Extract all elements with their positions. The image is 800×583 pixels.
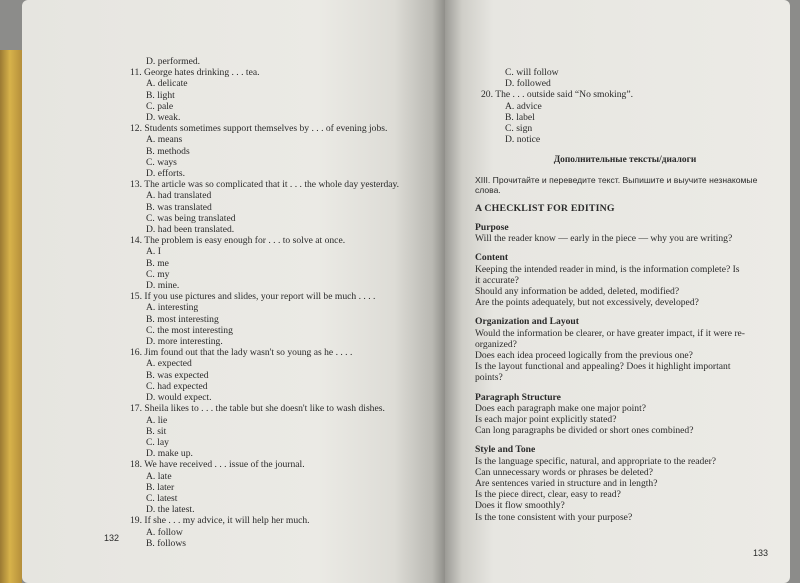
left-page — [22, 0, 445, 583]
checklist-line: Does it flow smoothly? — [475, 500, 565, 512]
checklist-line: organized? — [475, 338, 517, 350]
answer-option: A. means — [146, 134, 183, 146]
checklist-line: Will the reader know — early in the piece — why you are writing? — [475, 233, 733, 245]
answer-option: C. my — [146, 268, 170, 280]
answer-option: A. I — [146, 246, 161, 258]
question-line: 15. If you use pictures and slides, your report will be much . . . . — [130, 291, 376, 303]
answer-option: D. more interesting. — [146, 336, 223, 348]
checklist-line: Can long paragraphs be divided or short ones combined? — [475, 425, 694, 437]
checklist-title: A CHECKLIST FOR EDITING — [475, 202, 615, 214]
answer-option: A. lie — [146, 414, 168, 426]
checklist-line: it accurate? — [475, 274, 519, 286]
answer-option: D. mine. — [146, 280, 180, 292]
book-edge — [0, 50, 22, 583]
question-line: 19. If she . . . my advice, it will help her much. — [130, 515, 310, 527]
answer-option: C. pale — [146, 100, 174, 112]
checklist-section-title: Organization and Layout — [475, 316, 579, 328]
answer-option: A. expected — [146, 358, 192, 370]
checklist-line: Is each major point explicitly stated? — [475, 414, 617, 426]
question-line: 16. Jim found out that the lady wasn't so young as he . . . . — [130, 347, 353, 359]
checklist-line: Does each paragraph make one major point? — [475, 402, 647, 414]
question-20-block — [475, 67, 775, 145]
checklist-line: Should any information be added, deleted, modified? — [475, 286, 680, 298]
answer-option: C. had expected — [146, 380, 208, 392]
question-line: 13. The article was so complicated that it . . . the whole day yesterday. — [130, 179, 400, 191]
answer-option: D. would expect. — [146, 392, 212, 404]
answer-option: B. methods — [146, 145, 190, 157]
question-line: 18. We have received . . . issue of the journal. — [130, 459, 305, 471]
answer-option: D. efforts. — [146, 168, 185, 180]
answer-option: C. latest — [146, 492, 178, 504]
checklist-section-title: Content — [475, 252, 509, 264]
question-line: 14. The problem is easy enough for . . . to solve at once. — [130, 235, 346, 247]
answer-option: D. had been translated. — [146, 224, 235, 236]
answer-option: B. sit — [146, 425, 167, 437]
checklist-section-title: Style and Tone — [475, 444, 536, 456]
answer-option: C. sign — [505, 123, 533, 135]
answer-option: A. delicate — [146, 78, 188, 90]
answer-option: D. notice — [505, 134, 541, 146]
open-book — [22, 0, 790, 583]
checklist-line: Can unnecessary words or phrases be deleted? — [475, 466, 653, 478]
checklist-line: points? — [475, 372, 503, 384]
right-page-number: 133 — [753, 548, 769, 558]
answer-option: C. will follow — [505, 67, 559, 78]
answer-option: B. follows — [146, 537, 186, 549]
checklist-line: Keeping the intended reader in mind, is the information complete? Is — [475, 263, 740, 275]
checklist-section-title: Purpose — [475, 222, 509, 234]
answer-option: A. had translated — [146, 190, 212, 202]
answer-option: D. the latest. — [146, 504, 195, 516]
answer-option: D. make up. — [146, 448, 193, 460]
left-page-number: 132 — [104, 533, 120, 543]
answer-option: B. label — [505, 111, 535, 123]
question-line: 17. Sheila likes to . . . the table but she doesn't like to wash dishes. — [130, 403, 385, 415]
answer-option: D. followed — [505, 78, 551, 90]
checklist-line: Is the language specific, natural, and appropriate to the reader? — [475, 455, 717, 467]
checklist-line: Is the piece direct, clear, easy to read? — [475, 489, 621, 501]
answer-option: D. weak. — [146, 112, 181, 124]
answer-option: A. interesting — [146, 302, 199, 314]
question-line: 11. George hates drinking . . . tea. — [130, 67, 260, 79]
answer-option: B. me — [146, 257, 169, 269]
answer-option: B. light — [146, 89, 175, 101]
checklist-line: Would the information be clearer, or have greater impact, if it were re- — [475, 327, 746, 339]
answer-option: A. follow — [146, 526, 183, 538]
task-line: слова. — [475, 185, 501, 196]
question-line: 20. The . . . outside said “No smoking”. — [481, 89, 633, 101]
task-line: XIII. Прочитайте и переведите текст. Выпишите и выучите незнакомые — [475, 174, 758, 185]
section-heading: Дополнительные тексты/диалоги — [553, 155, 697, 166]
question-line: 12. Students sometimes support themselves by . . . of evening jobs. — [130, 123, 388, 135]
answer-option: D. performed. — [146, 56, 201, 67]
answer-option: C. ways — [146, 156, 177, 168]
task-instruction — [475, 175, 775, 196]
checklist-line: Are the points adequately, but not excessively, developed? — [475, 297, 699, 309]
answer-option: B. later — [146, 481, 175, 493]
checklist-line: Are sentences varied in structure and in length? — [475, 478, 658, 490]
left-page-text — [114, 56, 414, 549]
answer-option: B. was translated — [146, 201, 212, 213]
right-page — [445, 0, 790, 583]
answer-option: C. lay — [146, 436, 169, 448]
right-page-text — [475, 67, 775, 523]
answer-option: C. was being translated — [146, 212, 236, 224]
answer-option: C. the most interesting — [146, 324, 233, 336]
answer-option: A. late — [146, 470, 172, 482]
checklist-line: Is the tone consistent with your purpose? — [475, 511, 633, 523]
checklist-sections — [475, 222, 775, 523]
answer-option: B. was expected — [146, 369, 209, 381]
answer-option: B. most interesting — [146, 313, 219, 325]
checklist-line: Does each idea proceed logically from the previous one? — [475, 350, 693, 362]
checklist-section-title: Paragraph Structure — [475, 391, 561, 403]
answer-option: A. advice — [505, 100, 542, 112]
checklist-line: Is the layout functional and appealing? Does it highlight important — [475, 361, 731, 373]
